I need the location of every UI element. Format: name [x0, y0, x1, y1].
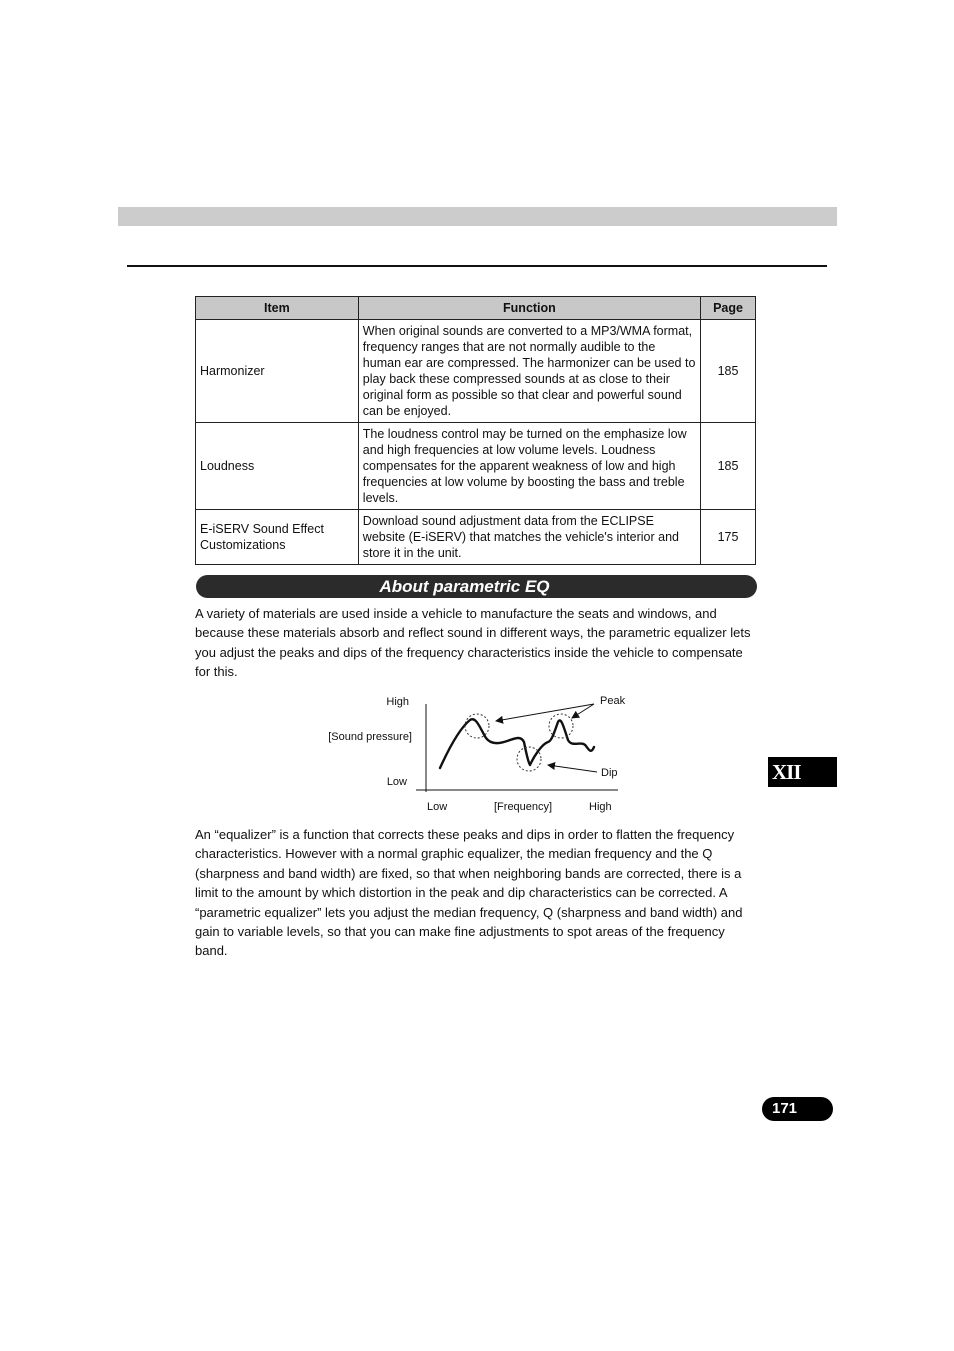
table-row [196, 320, 756, 423]
intro-paragraph: A variety of materials are used inside a vehicle to manufacture the seats and windows, and because these materials absorb and reflect sound in different ways, the parametric equalizer lets you adjust the peaks and dips of the frequency characteristics inside the vehicle to compensate for this. [195, 606, 751, 680]
row-function: The loudness control may be turned on the emphasize low and high frequencies at low volume levels. Loudness compensates for the apparent weakness of low and high frequencies at low volume by boosting the bass and treble levels. [358, 423, 700, 510]
peak-label: Peak [600, 695, 626, 707]
row-page: 175 [701, 510, 756, 565]
header-band [118, 207, 837, 226]
table-row [196, 510, 756, 565]
row-item: Harmonizer [196, 320, 359, 423]
equalizer-paragraph: An “equalizer” is a function that corrects these peaks and dips in order to flatten the frequency characteristics. However with a normal graphic equalizer, the median frequency and the Q (sharpness and band width) are fixed, so that when neighboring bands are corrected, there is a limit to the amount by which distortion in the peak and dip characteristics can be corrected. A “parametric equalizer” lets you adjust the median frequency, Q (sharpness and band width) and gain to variable levels, so that you can make fine adjustments to spot areas of the frequency band. [195, 827, 743, 959]
x-low-label: Low [427, 801, 448, 813]
function-table [195, 296, 756, 565]
chapter-tab [768, 757, 837, 787]
frequency-response-diagram [310, 688, 650, 816]
header-rule [127, 265, 827, 267]
table-row [196, 423, 756, 510]
chapter-tab-label: XII [772, 760, 801, 784]
peak-circle [549, 714, 573, 738]
header-item: Item [196, 297, 359, 320]
row-function: Download sound adjustment data from the ECLIPSE website (E-iSERV) that matches the vehicle's interior and store it in the unit. [358, 510, 700, 565]
y-low-label: Low [386, 776, 407, 788]
section-heading-bar [196, 575, 757, 598]
x-high-label: High [589, 801, 612, 813]
page-number-badge [762, 1097, 833, 1121]
dip-label: Dip [601, 767, 618, 779]
peak-circle [465, 714, 489, 738]
page-number: 171 [772, 1100, 798, 1117]
row-item: Loudness [196, 423, 359, 510]
response-curve [440, 719, 594, 768]
dip-arrow [548, 765, 597, 772]
section-title: About parametric EQ [379, 577, 550, 596]
header-page: Page [701, 297, 756, 320]
x-axis-label: [Frequency] [494, 801, 553, 813]
row-page: 185 [701, 320, 756, 423]
row-page: 185 [701, 423, 756, 510]
y-axis-label: [Sound pressure] [328, 731, 412, 743]
row-item: E-iSERV Sound Effect Customizations [196, 510, 359, 565]
table-header-row [196, 297, 756, 320]
y-high-label: High [386, 696, 409, 708]
header-function: Function [358, 297, 700, 320]
row-function: When original sounds are converted to a MP3/WMA format, frequency ranges that are not normally audible to the human ear are compressed. The harmonizer can be used to play back these compressed sounds at as close to their original form as possible so that clear and powerful sound can be enjoyed. [358, 320, 700, 423]
peak-arrow [496, 704, 594, 721]
